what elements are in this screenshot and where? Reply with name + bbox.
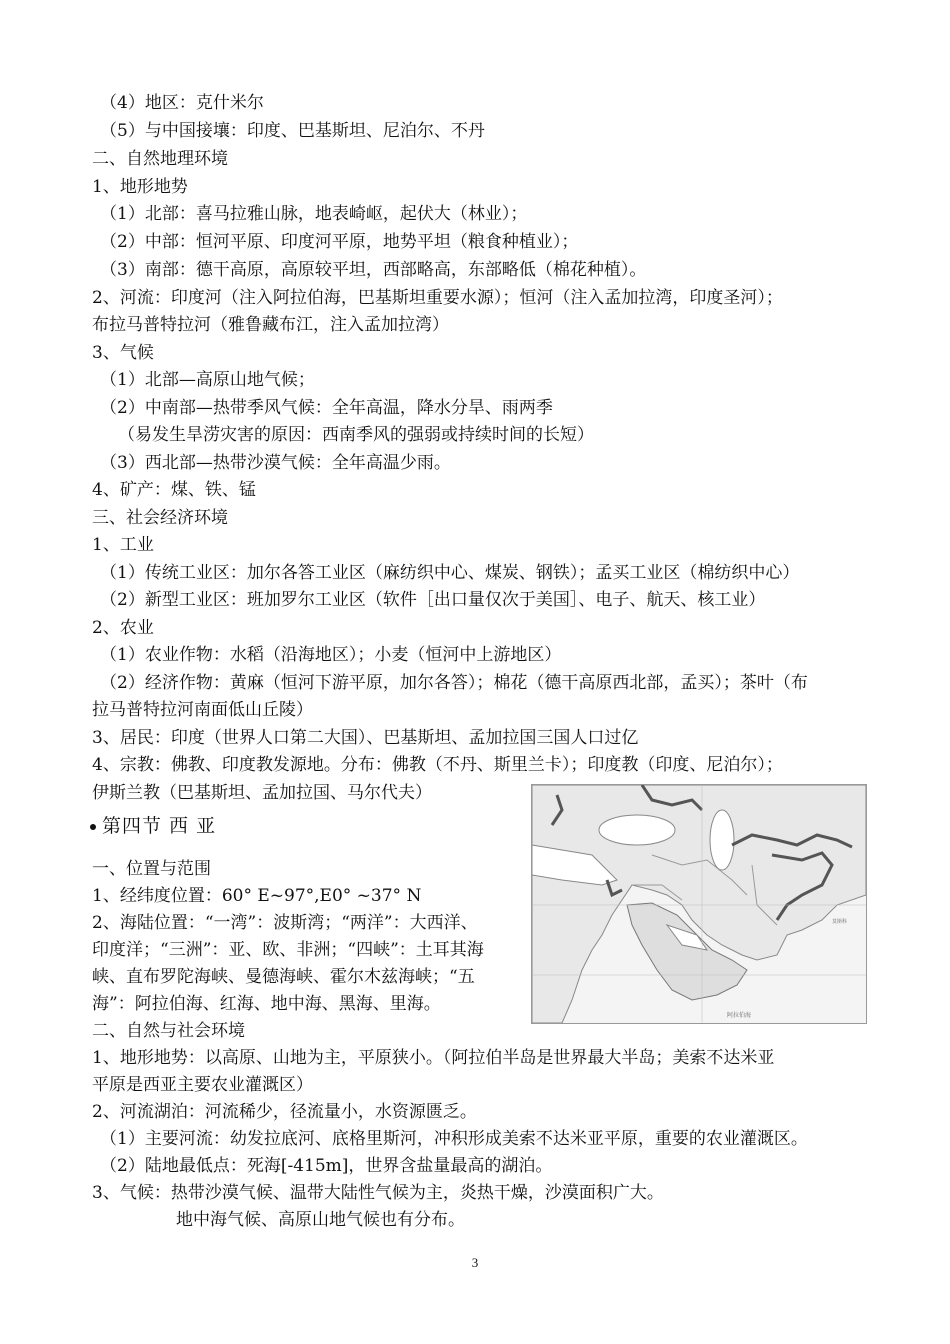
text-line: 3、气候：热带沙漠气候、温带大陆性气候为主，炎热干燥，沙漠面积广大。: [92, 1183, 664, 1203]
heading: 一、位置与范围: [92, 859, 211, 879]
text-line: （1）主要河流：幼发拉底河、底格里斯河，冲积形成美索不达米亚平原，重要的农业灌溉区。: [100, 1129, 808, 1149]
bullet-icon: [90, 824, 96, 830]
subheading: 1、地形地势: [92, 177, 188, 197]
text-line: （2）经济作物：黄麻（恒河下游平原，加尔各答）；棉花（德干高原西北部，孟买）；茶叶（布: [100, 673, 808, 693]
west-asia-map: [531, 784, 867, 1024]
subheading: 2、农业: [92, 618, 154, 638]
text-line: 海”：阿拉伯海、红海、地中海、黑海、里海。: [92, 994, 441, 1014]
text-line: （5）与中国接壤：印度、巴基斯坦、尼泊尔、不丹: [100, 121, 485, 141]
text-line: 2、河流：印度河（注入阿拉伯海，巴基斯坦重要水源）；恒河（注入孟加拉湾，印度圣河）；: [92, 288, 783, 308]
text-line: 印度洋；“三洲”：亚、欧、非洲；“四峡”：土耳其海: [92, 940, 484, 960]
text-line: （2）陆地最低点：死海[-415m]，世界含盐量最高的湖泊。: [100, 1156, 553, 1176]
map-label: 阿拉伯海: [727, 1012, 752, 1019]
heading: 二、自然与社会环境: [92, 1021, 245, 1041]
text-line: 地中海气候、高原山地气候也有分布。: [176, 1210, 465, 1230]
map-graphic: [532, 785, 866, 1023]
text-line: 平原是西亚主要农业灌溉区）: [92, 1075, 313, 1095]
subheading: 1、工业: [92, 535, 154, 555]
section-title: [92, 815, 216, 837]
text-line: 峡、直布罗陀海峡、曼德海峡、霍尔木兹海峡；“五: [92, 967, 475, 987]
map-label: 莫斯科: [832, 919, 848, 925]
text-line: 1、地形地势：以高原、山地为主，平原狭小。（阿拉伯半岛是世界最大半岛；美索不达米亚: [92, 1048, 775, 1068]
subheading: 3、气候: [92, 343, 154, 363]
text-line: （2）中南部—热带季风气候：全年高温，降水分旱、雨两季: [100, 398, 553, 418]
text-line: （1）农业作物：水稻（沿海地区）；小麦（恒河中上游地区）: [100, 645, 562, 665]
page-number: 3: [471, 1255, 479, 1270]
text-line: （4）地区：克什米尔: [100, 93, 264, 113]
heading: 二、自然地理环境: [92, 149, 228, 169]
text-line: 1、经纬度位置：60° E~97°,E0° ~37° N: [92, 886, 422, 906]
text-line: （2）中部：恒河平原、印度河平原，地势平坦（粮食种植业）；: [100, 232, 579, 252]
section-title-text: 第四节 西 亚: [102, 815, 217, 837]
text-line: （3）西北部—热带沙漠气候：全年高温少雨。: [100, 453, 451, 473]
text-line: 3、居民：印度（世界人口第二大国）、巴基斯坦、孟加拉国三国人口过亿: [92, 728, 639, 748]
text-line: 布拉马普特拉河（雅鲁藏布江，注入孟加拉湾）: [92, 315, 449, 335]
text-line: （1）传统工业区：加尔各答工业区（麻纺织中心、煤炭、钢铁）；孟买工业区（棉纺织中心）: [100, 563, 800, 583]
text-line: （1）北部—高原山地气候；: [100, 370, 315, 390]
text-line: （1）北部：喜马拉雅山脉，地表崎岖，起伏大（林业）；: [100, 204, 528, 224]
text-line: 2、海陆位置：“一湾”：波斯湾；“两洋”：大西洋、: [92, 913, 478, 933]
text-line: （2）新型工业区：班加罗尔工业区（软件［出口量仅次于美国］、电子、航天、核工业）: [100, 590, 766, 610]
subheading: 4、矿产：煤、铁、锰: [92, 480, 256, 500]
heading: 三、社会经济环境: [92, 508, 228, 528]
text-line: （3）南部：德干高原，高原较平坦，西部略高，东部略低（棉花种植）。: [100, 260, 647, 280]
text-line: 2、河流湖泊：河流稀少，径流量小，水资源匮乏。: [92, 1102, 477, 1122]
text-line: 伊斯兰教（巴基斯坦、孟加拉国、马尔代夫）: [92, 783, 432, 803]
text-line: （易发生旱涝灾害的原因：西南季风的强弱或持续时间的长短）: [118, 425, 594, 445]
text-line: 4、宗教：佛教、印度教发源地。分布：佛教（不丹、斯里兰卡）；印度教（印度、尼泊尔）；: [92, 755, 783, 775]
text-line: 拉马普特拉河南面低山丘陵）: [92, 700, 313, 720]
